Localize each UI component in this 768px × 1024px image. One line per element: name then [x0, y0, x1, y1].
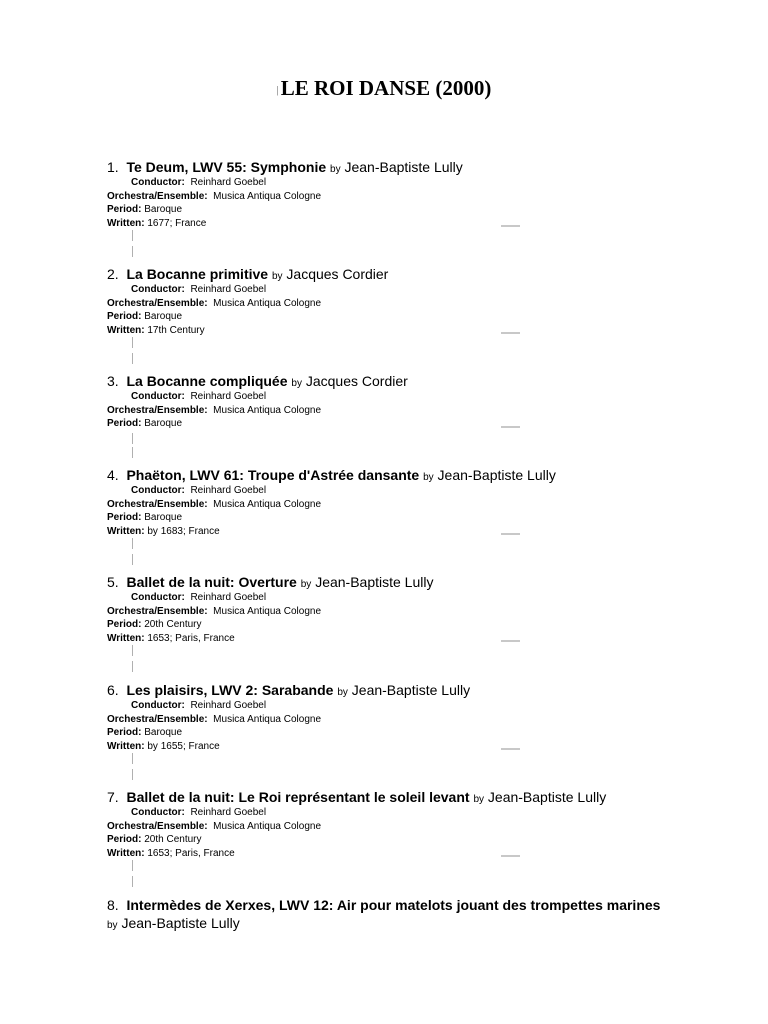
- orchestra-label: Orchestra/Ensemble:: [107, 605, 208, 617]
- conductor-value: Reinhard Goebel: [190, 485, 267, 496]
- orchestra-value: Musica Antiqua Cologne: [213, 605, 322, 617]
- conductor-label: Conductor:: [131, 485, 185, 496]
- track-entry: [107, 266, 747, 337]
- vertical-bar-icon: [132, 753, 133, 764]
- written-line: [107, 847, 747, 861]
- orchestra-value: Musica Antiqua Cologne: [213, 404, 322, 416]
- page-title-text: LE ROI DANSE (2000): [280, 76, 492, 100]
- period-value: Baroque: [144, 727, 183, 738]
- written-value: by 1683; France: [147, 525, 220, 537]
- period-label: Period:: [107, 834, 142, 845]
- track-heading: [107, 373, 747, 390]
- by-label: by: [330, 164, 341, 175]
- written-label: Written:: [107, 740, 145, 752]
- track-title: La Bocanne compliquée: [126, 373, 288, 389]
- conductor-value: Reinhard Goebel: [190, 700, 267, 711]
- conductor-label: Conductor:: [131, 700, 185, 711]
- written-value: 1653; Paris, France: [147, 847, 235, 859]
- track-composer: Jean-Baptiste Lully: [487, 789, 607, 805]
- period-value: Baroque: [144, 512, 183, 523]
- track-composer: Jean-Baptiste Lully: [315, 574, 434, 590]
- period-line: [107, 203, 747, 217]
- period-value: Baroque: [144, 204, 183, 215]
- conductor-label: Conductor:: [131, 391, 185, 402]
- track-title: Phaëton, LWV 61: Troupe d'Astrée dansante: [126, 467, 420, 483]
- conductor-value: Reinhard Goebel: [190, 391, 267, 402]
- track-title: Ballet de la nuit: Le Roi représentant le soleil levant: [126, 789, 470, 805]
- track-entry: [107, 789, 747, 860]
- divider-dash: [501, 640, 520, 642]
- vertical-bar-icon: [132, 447, 133, 458]
- vertical-bar-icon: [132, 769, 133, 780]
- orchestra-value: Musica Antiqua Cologne: [213, 820, 322, 832]
- track-number: 8.: [107, 897, 119, 913]
- by-label: by: [423, 472, 434, 483]
- period-line: [107, 618, 747, 632]
- track-composer: Jean-Baptiste Lully: [437, 467, 556, 483]
- orchestra-line: [107, 297, 747, 311]
- by-label: by: [271, 271, 283, 282]
- divider-dash: [501, 533, 520, 535]
- track-heading: [107, 467, 747, 484]
- vertical-bar-icon: [132, 538, 133, 549]
- period-label: Period:: [107, 512, 142, 523]
- orchestra-value: Musica Antiqua Cologne: [213, 498, 322, 510]
- period-value: Baroque: [144, 418, 183, 429]
- conductor-value: Reinhard Goebel: [190, 807, 267, 818]
- track-entry: [107, 574, 747, 645]
- track-composer: Jean-Baptiste Lully: [344, 159, 463, 175]
- vertical-bar-icon: [132, 661, 133, 672]
- orchestra-label: Orchestra/Ensemble:: [107, 820, 208, 832]
- track-title: Les plaisirs, LWV 2: Sarabande: [126, 682, 334, 698]
- vertical-bar-icon: [132, 433, 133, 444]
- orchestra-label: Orchestra/Ensemble:: [107, 713, 208, 725]
- track-heading: [107, 159, 747, 176]
- conductor-line: [107, 699, 747, 713]
- period-value: 20th Century: [144, 619, 202, 630]
- written-line: [107, 740, 747, 754]
- period-label: Period:: [107, 204, 142, 215]
- track-heading: [107, 574, 747, 591]
- period-label: Period:: [107, 619, 142, 630]
- orchestra-line: [107, 190, 747, 204]
- vertical-bar-icon: [132, 337, 133, 348]
- period-label: Period:: [107, 418, 142, 429]
- divider-dash: [501, 332, 520, 334]
- conductor-value: Reinhard Goebel: [190, 592, 267, 603]
- written-line: [107, 525, 747, 539]
- written-value: 1653; Paris, France: [147, 632, 235, 644]
- period-line: [107, 310, 747, 324]
- orchestra-line: [107, 820, 747, 834]
- track-entry: [107, 373, 747, 431]
- orchestra-label: Orchestra/Ensemble:: [107, 404, 208, 416]
- written-label: Written:: [107, 525, 145, 537]
- vertical-bar-icon: [132, 353, 133, 364]
- vertical-bar-icon: [132, 860, 133, 871]
- written-line: [107, 217, 747, 231]
- conductor-value: Reinhard Goebel: [190, 177, 267, 188]
- written-value: 17th Century: [147, 324, 205, 336]
- divider-dash: [501, 426, 520, 428]
- track-composer: Jacques Cordier: [305, 373, 408, 389]
- period-label: Period:: [107, 727, 142, 738]
- track-composer: Jean-Baptiste Lully: [351, 682, 471, 698]
- conductor-line: [107, 176, 747, 190]
- track-heading: [107, 266, 747, 283]
- conductor-label: Conductor:: [131, 807, 185, 818]
- by-label: by: [300, 579, 312, 590]
- orchestra-label: Orchestra/Ensemble:: [107, 190, 208, 202]
- conductor-label: Conductor:: [131, 592, 185, 603]
- page-title: [0, 76, 768, 101]
- vertical-bar-icon: [132, 554, 133, 565]
- track-number: 6.: [107, 682, 119, 698]
- track-entry: [107, 682, 747, 753]
- track-number: 1.: [107, 159, 119, 175]
- orchestra-line: [107, 713, 747, 727]
- track-entry: [107, 467, 747, 538]
- conductor-label: Conductor:: [131, 177, 185, 188]
- track-number: 7.: [107, 789, 119, 805]
- track-entry: [107, 159, 747, 230]
- track-title: Intermèdes de Xerxes, LWV 12: Air pour matelots jouant des trompettes marines: [126, 897, 661, 913]
- vertical-bar-icon: [132, 230, 133, 241]
- period-label: Period:: [107, 311, 142, 322]
- track-composer: Jean-Baptiste Lully: [121, 915, 240, 931]
- vertical-bar-icon: [132, 645, 133, 656]
- conductor-line: [107, 591, 747, 605]
- text-cursor-icon: |: [276, 84, 279, 96]
- track-heading: [107, 789, 747, 806]
- by-label: by: [107, 920, 118, 931]
- period-line: [107, 417, 747, 431]
- track-number: 3.: [107, 373, 119, 389]
- by-label: by: [473, 794, 485, 805]
- conductor-value: Reinhard Goebel: [190, 284, 267, 295]
- vertical-bar-icon: [132, 876, 133, 887]
- orchestra-line: [107, 605, 747, 619]
- written-label: Written:: [107, 324, 145, 336]
- period-line: [107, 511, 747, 525]
- conductor-line: [107, 390, 747, 404]
- written-value: by 1655; France: [147, 740, 220, 752]
- written-label: Written:: [107, 217, 145, 229]
- written-label: Written:: [107, 847, 145, 859]
- track-heading: [107, 896, 667, 935]
- track-entry: [107, 896, 747, 935]
- orchestra-label: Orchestra/Ensemble:: [107, 498, 208, 510]
- vertical-bar-icon: [132, 246, 133, 257]
- written-line: [107, 324, 747, 338]
- period-line: [107, 726, 747, 740]
- conductor-line: [107, 484, 747, 498]
- orchestra-line: [107, 404, 747, 418]
- conductor-label: Conductor:: [131, 284, 185, 295]
- orchestra-value: Musica Antiqua Cologne: [213, 190, 322, 202]
- conductor-line: [107, 283, 747, 297]
- orchestra-line: [107, 498, 747, 512]
- divider-dash: [501, 855, 520, 857]
- track-number: 5.: [107, 574, 119, 590]
- period-line: [107, 833, 747, 847]
- divider-dash: [501, 225, 520, 227]
- track-number: 2.: [107, 266, 119, 282]
- conductor-line: [107, 806, 747, 820]
- orchestra-value: Musica Antiqua Cologne: [213, 713, 322, 725]
- written-label: Written:: [107, 632, 145, 644]
- by-label: by: [291, 378, 302, 389]
- period-value: Baroque: [144, 311, 183, 322]
- by-label: by: [337, 687, 348, 698]
- divider-dash: [501, 748, 520, 750]
- written-line: [107, 632, 747, 646]
- orchestra-label: Orchestra/Ensemble:: [107, 297, 208, 309]
- track-number: 4.: [107, 467, 119, 483]
- period-value: 20th Century: [144, 834, 202, 845]
- track-composer: Jacques Cordier: [286, 266, 389, 282]
- track-title: La Bocanne primitive: [126, 266, 269, 282]
- track-title: Ballet de la nuit: Overture: [126, 574, 297, 590]
- written-value: 1677; France: [147, 217, 207, 229]
- orchestra-value: Musica Antiqua Cologne: [213, 297, 322, 309]
- track-heading: [107, 682, 747, 699]
- track-title: Te Deum, LWV 55: Symphonie: [126, 159, 327, 175]
